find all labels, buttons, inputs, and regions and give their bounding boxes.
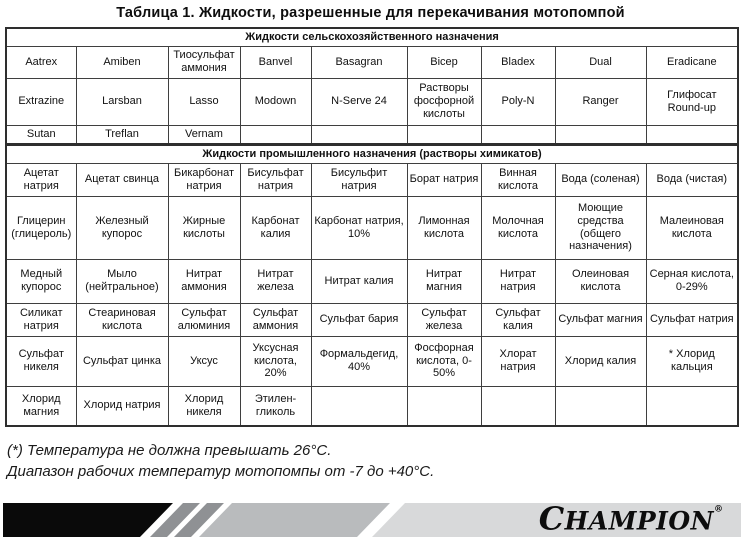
table-row bbox=[6, 125, 738, 144]
table-cell bbox=[407, 125, 481, 144]
footer-banner bbox=[0, 499, 741, 537]
page-title: Таблица 1. Жидкости, разрешенные для перекачивания мотопомпой bbox=[116, 5, 625, 21]
table-cell: Моющие средства (общего назначения) bbox=[555, 196, 646, 259]
table-cell: Малеиновая кислота bbox=[646, 196, 738, 259]
table-cell: Dual bbox=[555, 46, 646, 78]
table-cell: Treflan bbox=[76, 125, 168, 144]
table-cell: Хлорид калия bbox=[555, 336, 646, 386]
table-cell: Фосфорная кислота, 0-50% bbox=[407, 336, 481, 386]
table-cell: Хлорат натрия bbox=[481, 336, 555, 386]
table-cell: Нитрат магния bbox=[407, 259, 481, 303]
table-cell: Стеариновая кислота bbox=[76, 303, 168, 336]
registered-trademark-icon: ® bbox=[714, 504, 723, 515]
table-row bbox=[6, 386, 738, 426]
table-cell: Уксус bbox=[168, 336, 240, 386]
table-cell: Ацетат свинца bbox=[76, 163, 168, 196]
table-cell: Сульфат калия bbox=[481, 303, 555, 336]
fluids-table bbox=[5, 27, 739, 427]
table-cell: Мыло (нейтральное) bbox=[76, 259, 168, 303]
table-cell: Banvel bbox=[240, 46, 311, 78]
table-cell: Lasso bbox=[168, 78, 240, 125]
table-cell: Хлорид магния bbox=[6, 386, 76, 426]
section-header-agricultural: Жидкости сельскохозяйственного назначения bbox=[6, 28, 738, 46]
table-cell bbox=[555, 125, 646, 144]
table-row bbox=[6, 259, 738, 303]
table-cell: Нитрат калия bbox=[311, 259, 407, 303]
table-cell: Винная кислота bbox=[481, 163, 555, 196]
table-cell: Бисульфит натрия bbox=[311, 163, 407, 196]
table-cell: Вода (соленая) bbox=[555, 163, 646, 196]
table-row bbox=[6, 46, 738, 78]
table-cell: Глицерин (глицероль) bbox=[6, 196, 76, 259]
table-cell: Железный купорос bbox=[76, 196, 168, 259]
table-cell: * Хлорид кальция bbox=[646, 336, 738, 386]
table-cell: Sutan bbox=[6, 125, 76, 144]
table-cell: Aatrex bbox=[6, 46, 76, 78]
champion-logo-initial: C bbox=[538, 499, 565, 537]
table-cell bbox=[311, 125, 407, 144]
table-cell: Сульфат бария bbox=[311, 303, 407, 336]
table-cell: Modown bbox=[240, 78, 311, 125]
table-cell bbox=[555, 386, 646, 426]
table-cell: Нитрат железа bbox=[240, 259, 311, 303]
table-cell bbox=[481, 386, 555, 426]
table-cell: Сульфат магния bbox=[555, 303, 646, 336]
table-cell: Bladex bbox=[481, 46, 555, 78]
table-cell: Уксусная кислота, 20% bbox=[240, 336, 311, 386]
table-cell: Poly-N bbox=[481, 78, 555, 125]
table-cell: Жирные кислоты bbox=[168, 196, 240, 259]
table-cell: Серная кислота, 0-29% bbox=[646, 259, 738, 303]
table-cell: Нитрат натрия bbox=[481, 259, 555, 303]
table-cell: Сульфат натрия bbox=[646, 303, 738, 336]
table-cell bbox=[646, 125, 738, 144]
table-cell: Сульфат цинка bbox=[76, 336, 168, 386]
table-cell: Силикат натрия bbox=[6, 303, 76, 336]
table-cell bbox=[240, 125, 311, 144]
table-row bbox=[6, 144, 738, 163]
table-cell: Борат натрия bbox=[407, 163, 481, 196]
table-cell bbox=[481, 125, 555, 144]
table-cell: Сульфат алюминия bbox=[168, 303, 240, 336]
table-row bbox=[6, 336, 738, 386]
table-row bbox=[6, 78, 738, 125]
footnote-temperature-limit: (*) Температура не должна превышать 26°С. bbox=[7, 442, 332, 459]
table-cell: Хлорид никеля bbox=[168, 386, 240, 426]
footnotes bbox=[7, 440, 741, 482]
table-cell: Бисульфат натрия bbox=[240, 163, 311, 196]
table-row bbox=[6, 28, 738, 46]
table-cell: Сульфат аммония bbox=[240, 303, 311, 336]
table-cell: Олеиновая кислота bbox=[555, 259, 646, 303]
table-cell: Растворы фосфорной кислоты bbox=[407, 78, 481, 125]
table-cell bbox=[311, 386, 407, 426]
table-cell: Карбонат натрия, 10% bbox=[311, 196, 407, 259]
table-cell: Extrazine bbox=[6, 78, 76, 125]
table-cell: Хлорид натрия bbox=[76, 386, 168, 426]
table-cell: Этилен-гликоль bbox=[240, 386, 311, 426]
table-cell: Amiben bbox=[76, 46, 168, 78]
section-header-industrial: Жидкости промышленного назначения (растворы химикатов) bbox=[6, 144, 738, 163]
table-row bbox=[6, 303, 738, 336]
table-cell: Молочная кислота bbox=[481, 196, 555, 259]
table-row bbox=[6, 196, 738, 259]
table-cell: Вода (чистая) bbox=[646, 163, 738, 196]
table-cell bbox=[646, 386, 738, 426]
champion-logo bbox=[539, 499, 723, 537]
table-cell: Bicep bbox=[407, 46, 481, 78]
table-cell: Eradicane bbox=[646, 46, 738, 78]
table-cell: Формальдегид, 40% bbox=[311, 336, 407, 386]
table-cell: Нитрат аммония bbox=[168, 259, 240, 303]
table-cell: Бикарбонат натрия bbox=[168, 163, 240, 196]
table-cell: Ranger bbox=[555, 78, 646, 125]
table-cell: Глифосат Round-up bbox=[646, 78, 738, 125]
table-row bbox=[6, 163, 738, 196]
table-cell: Сульфат железа bbox=[407, 303, 481, 336]
table-cell: Larsban bbox=[76, 78, 168, 125]
table-cell: Vernam bbox=[168, 125, 240, 144]
table-cell: N-Serve 24 bbox=[311, 78, 407, 125]
table-cell: Медный купорос bbox=[6, 259, 76, 303]
table-cell bbox=[407, 386, 481, 426]
table-cell: Карбонат калия bbox=[240, 196, 311, 259]
table-cell: Сульфат никеля bbox=[6, 336, 76, 386]
table-cell: Basagran bbox=[311, 46, 407, 78]
table-cell: Тиосульфат аммония bbox=[168, 46, 240, 78]
table-cell: Лимонная кислота bbox=[407, 196, 481, 259]
table-cell: Ацетат натрия bbox=[6, 163, 76, 196]
footnote-operating-range: Диапазон рабочих температур мотопомпы от -7 до +40°С. bbox=[7, 463, 435, 480]
champion-logo-rest: HAMPION bbox=[564, 506, 714, 536]
